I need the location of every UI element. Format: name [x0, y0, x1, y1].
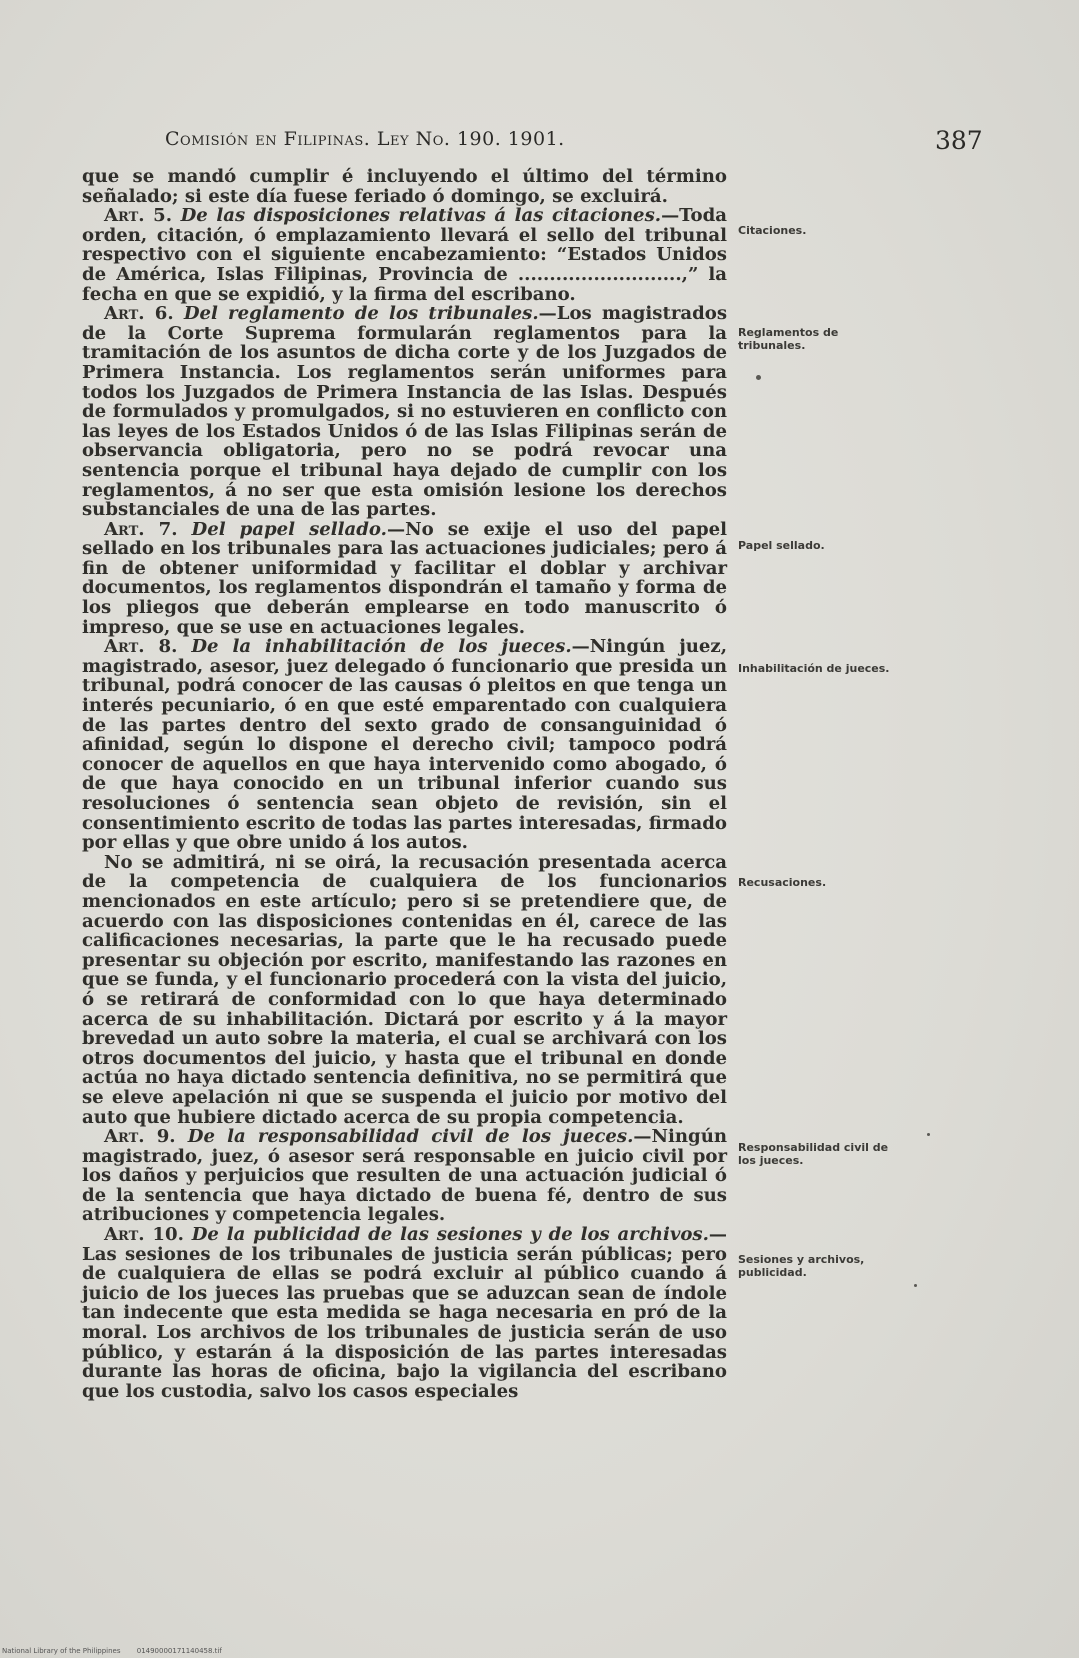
ink-speck — [927, 1133, 930, 1136]
article-label: Art. 7. — [104, 518, 178, 540]
article-title: Del papel sellado. — [191, 518, 387, 540]
scan-footer — [2, 1647, 236, 1655]
article-title: De la publicidad de las sesiones y de los archivos. — [191, 1224, 709, 1246]
margin-note-responsabilidad: Responsabilidad civil de los jueces. — [738, 1141, 889, 1167]
margin-note-papel-sellado: Papel sellado. — [738, 539, 825, 552]
margin-note-inhabilitacion: Inhabilitación de jueces. — [738, 662, 890, 675]
article-label: Art. 10. — [104, 1224, 184, 1246]
article-text: —Las sesiones de los tribunales de justicia serán públicas; pero de cualquiera de ellas se podrá excluir al público cuando á juicio de los jueces las pruebas que se aduzcan sean de índole tan indecente que esta medida se haga necesaria en pró de la moral. Los archivos de los tribunales de justicia serán de uso público, y estarán á la disposición de las partes interesadas durante las horas de oficina, bajo la vigilancia del escribano que los custodia, salvo los casos especiales — [82, 1224, 727, 1402]
article-text: —Los magistrados de la Corte Suprema formularán reglamentos para la tramitación de los asuntos de dicha corte y de los Juzgados de Primera Instancia. Los reglamentos serán uniformes para todos los Juzgados de Primera Instancia de las Islas. Después de formulados y promulgados, si no estuvieren en conflicto con las leyes de los Estados Unidos ó de las Islas Filipinas serán de observancia obligatoria, pero no se podrá revocar una sentencia porque el tribunal haya dejado de cumplir con los reglamentos, á no ser que esta omisión lesione los derechos substanciales de una de las partes. — [82, 303, 728, 521]
margin-note-reglamentos: Reglamentos de tribunales. — [738, 326, 839, 352]
page-number: 387 — [935, 126, 983, 155]
running-title: Comisión en Filipinas. Ley No. 190. 1901. — [165, 128, 565, 150]
article-8 — [82, 637, 727, 853]
footer-code: 01490000171140458.tif — [136, 1647, 222, 1655]
article-label: Art. 8. — [104, 636, 178, 658]
margin-note-recusaciones: Recusaciones. — [738, 876, 827, 889]
article-7 — [82, 520, 727, 638]
article-label: Art. 5. — [104, 205, 173, 227]
paragraph-recusaciones — [82, 853, 727, 1127]
article-10 — [82, 1225, 727, 1401]
article-title: De la responsabilidad civil de los jueces. — [187, 1126, 634, 1148]
body-text — [82, 167, 727, 1401]
article-title: Del reglamento de los tribunales. — [183, 303, 539, 325]
paragraph-text: No se admitirá, ni se oirá, la recusación presentada acerca de la competencia de cualquiera de los funcionarios mencionados en este artículo; pero si se pretendiere que, de acuerdo con las disposiciones contenidas en él, carece de las calificaciones necesarias, la parte que le ha recusado puede presentar su objeción por escrito, manifestando las razones en que se funda, y el funcionario procederá con la vista del juicio, ó se retirará de conformidad con lo que haya determinado acerca de su inhabilitación. Dictará por escrito y á la mayor brevedad un auto sobre la materia, el cual se archivará con los otros documentos del juicio, y hasta que el tribunal en donde actúa no haya dictado sentencia definitiva, no se permitirá que se eleve apelación ni que se suspenda el juicio por motivo del auto que hubiere dictado acerca de su propia competencia. — [82, 851, 727, 1128]
article-title: De la inhabilitación de los jueces. — [191, 636, 572, 658]
running-header — [165, 126, 983, 156]
margin-note-citaciones: Citaciones. — [738, 224, 807, 237]
article-text: —Ningún juez, magistrado, asesor, juez delegado ó funcionario que presida un tribunal, podrá conocer de las causas ó pleitos en que tenga un interés pecuniario, ó en que esté emparentado con cualquiera de las partes dentro del sexto grado de consanguinidad ó afinidad, según lo dispone el derecho civil; tampoco podrá conocer de aquellos en que haya intervenido como abogado, ó de que haya conocido en un tribunal inferior cuando sus resoluciones ó sentencia sean objeto de revisión, sin el consentimiento escrito de todas las partes interesadas, firmado por ellas y que obre unido á los autos. — [82, 636, 727, 854]
ink-speck — [914, 1284, 917, 1287]
article-text: —Toda orden, citación, ó emplazamiento llevará el sello del tribunal respectivo con el siguiente encabezamiento: “Estados Unidos de América, Islas Filipinas, Provincia de ..........................,” la fecha en que se expidió, y la firma del escribano. — [82, 205, 727, 305]
paragraph-continuation — [82, 167, 727, 206]
article-text: —No se exije el uso del papel sellado en los tribunales para las actuaciones judiciales; pero á fin de obtener uniformidad y facilitar el doblar y archivar documentos, los reglamentos dispondrán el tamaño y forma de los pliegos que deberán emplearse en todo manuscrito ó impreso, que se use en actuaciones legales. — [82, 518, 727, 638]
article-9 — [82, 1127, 727, 1225]
footer-library: National Library of the Philippines — [2, 1647, 121, 1655]
article-title: De las disposiciones relativas á las citaciones. — [180, 205, 662, 227]
article-5 — [82, 206, 727, 304]
paragraph-text: que se mandó cumplir é incluyendo el último del término señalado; si este día fuese feriado ó domingo, se excluirá. — [82, 166, 727, 207]
article-label: Art. 6. — [104, 303, 174, 325]
margin-note-sesiones: Sesiones y archivos, publicidad. — [738, 1253, 865, 1279]
article-6 — [82, 304, 727, 520]
article-label: Art. 9. — [104, 1126, 176, 1148]
article-text: —Ningún magistrado, juez, ó asesor será responsable en juicio civil por los daños y perjuicios que resulten de una actuación judicial ó de la sentencia que haya dictado de buena fé, dentro de sus atribuciones y competencia legales. — [82, 1126, 727, 1226]
ink-speck — [756, 375, 761, 380]
